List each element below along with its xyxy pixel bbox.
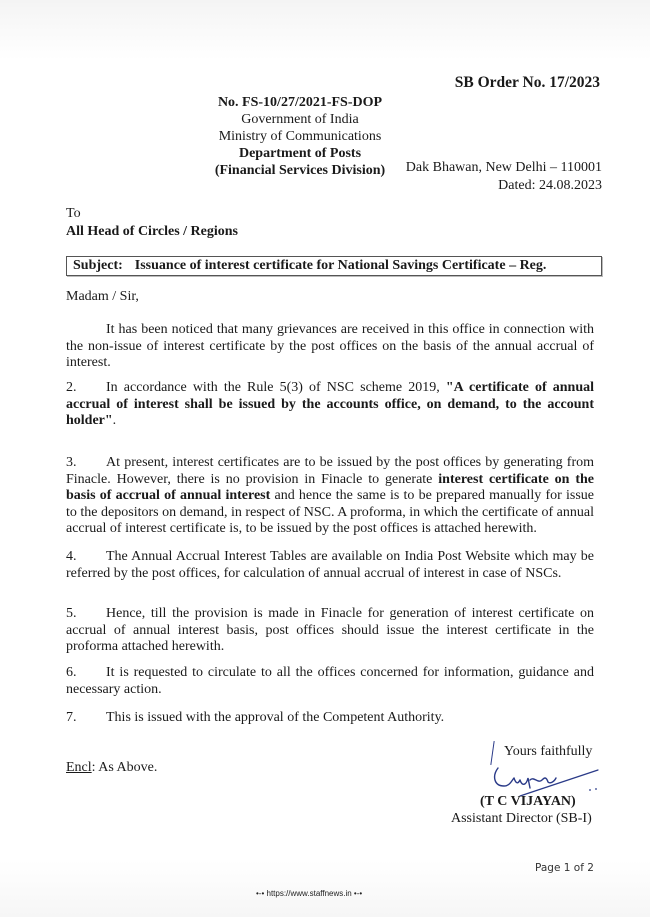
enclosure-text: : As Above. (91, 760, 158, 775)
signatory-designation: Assistant Director (SB-I) (451, 811, 592, 826)
valediction: Yours faithfully (504, 744, 593, 759)
paragraph-6-text: It is requested to circulate to all the offices concerned for information, guidance and necessary action. (66, 665, 594, 697)
recipient-block (66, 205, 238, 241)
paragraph-5-number: 5. (66, 606, 77, 621)
letterhead (180, 94, 420, 179)
subject-text: Issuance of interest certificate for National Savings Certificate – Reg. (134, 258, 547, 273)
subject-label: Subject: (73, 258, 123, 273)
paragraph-5-text: Hence, till the provision is made in Finacle for generation of interest certificate on accrual of annual interest basis, post offices should issue the interest certificate in the proforma attached herewith. (66, 606, 594, 655)
address-block (406, 159, 602, 194)
paragraph-4-number: 4. (66, 549, 77, 564)
signature-icon (490, 762, 610, 798)
recipient-name: All Head of Circles / Regions (66, 224, 239, 239)
order-number: SB Order No. 17/2023 (454, 74, 600, 91)
government-label: Government of India (241, 112, 359, 127)
file-number: No. FS-10/27/2021-FS-DOP (217, 95, 383, 110)
to-label: To (66, 206, 81, 221)
paragraph-5 (66, 606, 594, 656)
paragraph-2-number: 2. (66, 380, 77, 395)
paragraph-3-number: 3. (66, 455, 77, 470)
office-address: Dak Bhawan, New Delhi – 110001 (405, 160, 602, 175)
paragraph-6 (66, 665, 594, 698)
ministry-label: Ministry of Communications (218, 129, 382, 144)
paragraph-1-text: It has been noticed that many grievances are received in this office in connection with the non-issue of interest certificate by the post offices on the basis of the annual accrual of interest. (66, 322, 594, 371)
date-line: Dated: 24.08.2023 (498, 177, 602, 193)
paragraph-3-emphasis: interest certificate on the basis of accrual of annual interest (66, 471, 594, 504)
paragraph-3-text: At present, interest certificates are to be issued by the post offices by generating from Finacle. However, there is no provision in Finacle to generate (66, 455, 594, 487)
paragraph-4 (66, 549, 594, 582)
salutation: Madam / Sir, (66, 289, 139, 304)
paragraph-2 (66, 380, 594, 430)
signatory-name: (T C VIJAYAN) (480, 794, 576, 809)
rule-quote: "A certificate of annual accrual of interest shall be issued by the accounts office, on demand, to the account holder" (66, 380, 594, 429)
paragraph-2-text: In accordance with the Rule 5(3) of NSC scheme 2019, (106, 380, 446, 395)
page-number: Page 1 of 2 (535, 862, 594, 874)
division-label: (Financial Services Division) (214, 163, 386, 178)
paragraph-7-text: This is issued with the approval of the Competent Authority. (106, 710, 445, 725)
paragraph-1 (66, 322, 594, 372)
paragraph-7 (66, 710, 594, 727)
paragraph-4-text: The Annual Accrual Interest Tables are available on India Post Website which may be referred by the post offices, for calculation of annual accrual of interest in case of NSCs. (66, 549, 594, 581)
paragraph-6-number: 6. (66, 665, 77, 680)
subject-box (66, 256, 602, 276)
paragraph-7-number: 7. (66, 710, 77, 725)
paragraph-2-end: . (112, 413, 117, 429)
enclosure-note (66, 760, 157, 776)
source-footer: •-• https://www.staffnews.in •-• (256, 889, 363, 898)
paragraph-3-end: and hence the same is to be prepared manually for issue to the depositors on demand, in respect of NSC. A proforma, in which the certificate of annual accrual of interest certificate is, to be issued by the post offices is attached herewith. (66, 488, 594, 537)
department-label: Department of Posts (238, 146, 362, 161)
paragraph-3 (66, 455, 594, 538)
enclosure-label: Encl (66, 760, 92, 775)
